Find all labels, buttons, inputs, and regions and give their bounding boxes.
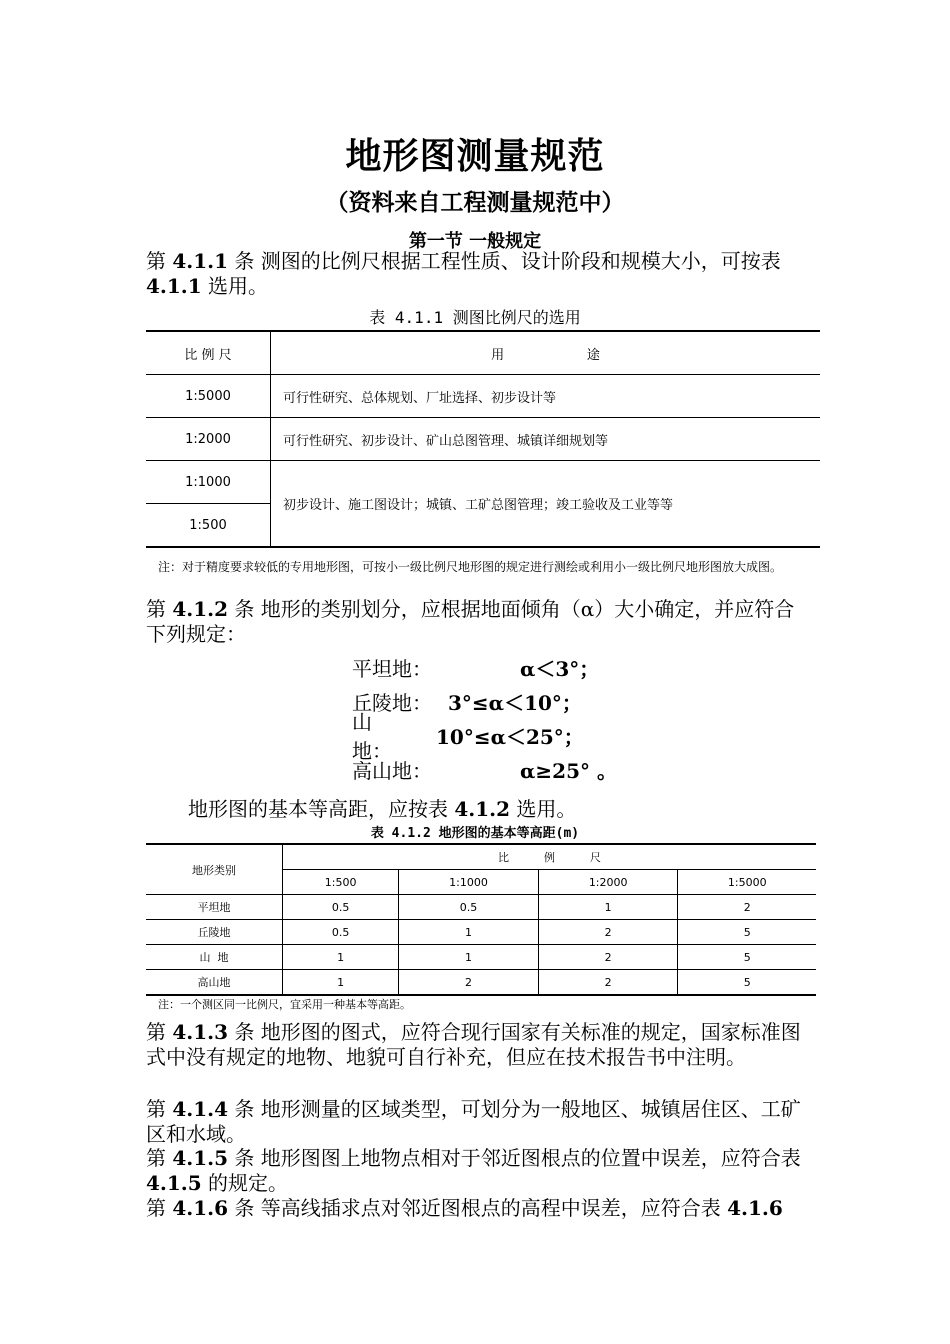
clause-4-1-3: 第 4.1.3 条 地形图的图式，应符合现行国家有关标准的规定，国家标准图式中没有规定的地物、地貌可自行补充，但应在技术报告书中注明。 xyxy=(146,1020,801,1069)
table-row: 丘陵地 0.5 1 2 5 xyxy=(146,920,816,945)
contour-intro: 地形图的基本等高距，应按表 4.1.2 选用。 xyxy=(188,797,577,821)
document-subtitle: （资料来自工程测量规范中） xyxy=(325,189,625,216)
table2-note: 注：一个测区同一比例尺，宜采用一种基本等高距。 xyxy=(158,998,411,1011)
clause-4-1-1: 第 4.1.1 条 测图的比例尺根据工程性质、设计阶段和规模大小，可按表 4.1.1 选用。 xyxy=(146,249,781,298)
table-row: 1:1000 初步设计、施工图设计；城镇、工矿总图管理；竣工验收及工业等等 xyxy=(146,461,820,504)
table1-header-use: 用 途 xyxy=(271,331,821,375)
list-item: 山 地： 10°≤α＜25°； xyxy=(352,710,584,763)
table-row: 高山地 1 2 2 5 xyxy=(146,970,816,996)
list-item: 高山地： α≥25° 。 xyxy=(352,758,617,783)
table-row: 平坦地 0.5 0.5 1 2 xyxy=(146,895,816,920)
contour-interval-table: 地形类别 比 例 尺 1:500 1:1000 1:2000 1:5000 平坦地 0.5 0.5 1 2 丘陵地 0.5 1 2 5 山 地 1 1 2 5 高山地 1 2 2 5 xyxy=(146,843,816,996)
clause-4-1-4: 第 4.1.4 条 地形测量的区域类型，可划分为一般地区、城镇居住区、工矿区和水域。 xyxy=(146,1097,801,1146)
table1-header-scale: 比 例 尺 xyxy=(146,331,271,375)
slope-class-list xyxy=(352,650,617,786)
table-row: 1:5000 可行性研究、总体规划、厂址选择、初步设计等 xyxy=(146,375,820,418)
scale-usage-table xyxy=(146,330,820,548)
table2-corner-header: 地形类别 xyxy=(146,844,283,895)
table-row: 山 地 1 1 2 5 xyxy=(146,945,816,970)
table1-note: 注：对于精度要求较低的专用地形图，可按小一级比例尺地形图的规定进行测绘或利用小一级比例尺地形图放大成图。 xyxy=(158,560,783,574)
section-heading: 第一节 一般规定 xyxy=(408,231,542,252)
clause-4-1-5: 第 4.1.5 条 地形图图上地物点相对于邻近图根点的位置中误差，应符合表 4.1.5 的规定。 xyxy=(146,1146,801,1195)
table-row: 1:500 xyxy=(146,504,820,548)
table2-caption: 表 4.1.2 地形图的基本等高距(m) xyxy=(370,826,580,841)
list-item: 平坦地： α＜3°； xyxy=(352,656,600,681)
table1-caption: 表 4.1.1 测图比例尺的选用 xyxy=(369,308,581,327)
table2-scale-header: 比 例 尺 xyxy=(283,844,817,870)
document-title: 地形图测量规范 xyxy=(345,135,605,177)
clause-4-1-2: 第 4.1.2 条 地形的类别划分，应根据地面倾角（α）大小确定，并应符合下列规定： xyxy=(146,597,795,646)
clause-4-1-6: 第 4.1.6 条 等高线插求点对邻近图根点的高程中误差，应符合表 4.1.6 xyxy=(146,1196,783,1220)
table-row: 1:2000 可行性研究、初步设计、矿山总图管理、城镇详细规划等 xyxy=(146,418,820,461)
list-item: 丘陵地： 3°≤α＜10°； xyxy=(352,690,582,715)
